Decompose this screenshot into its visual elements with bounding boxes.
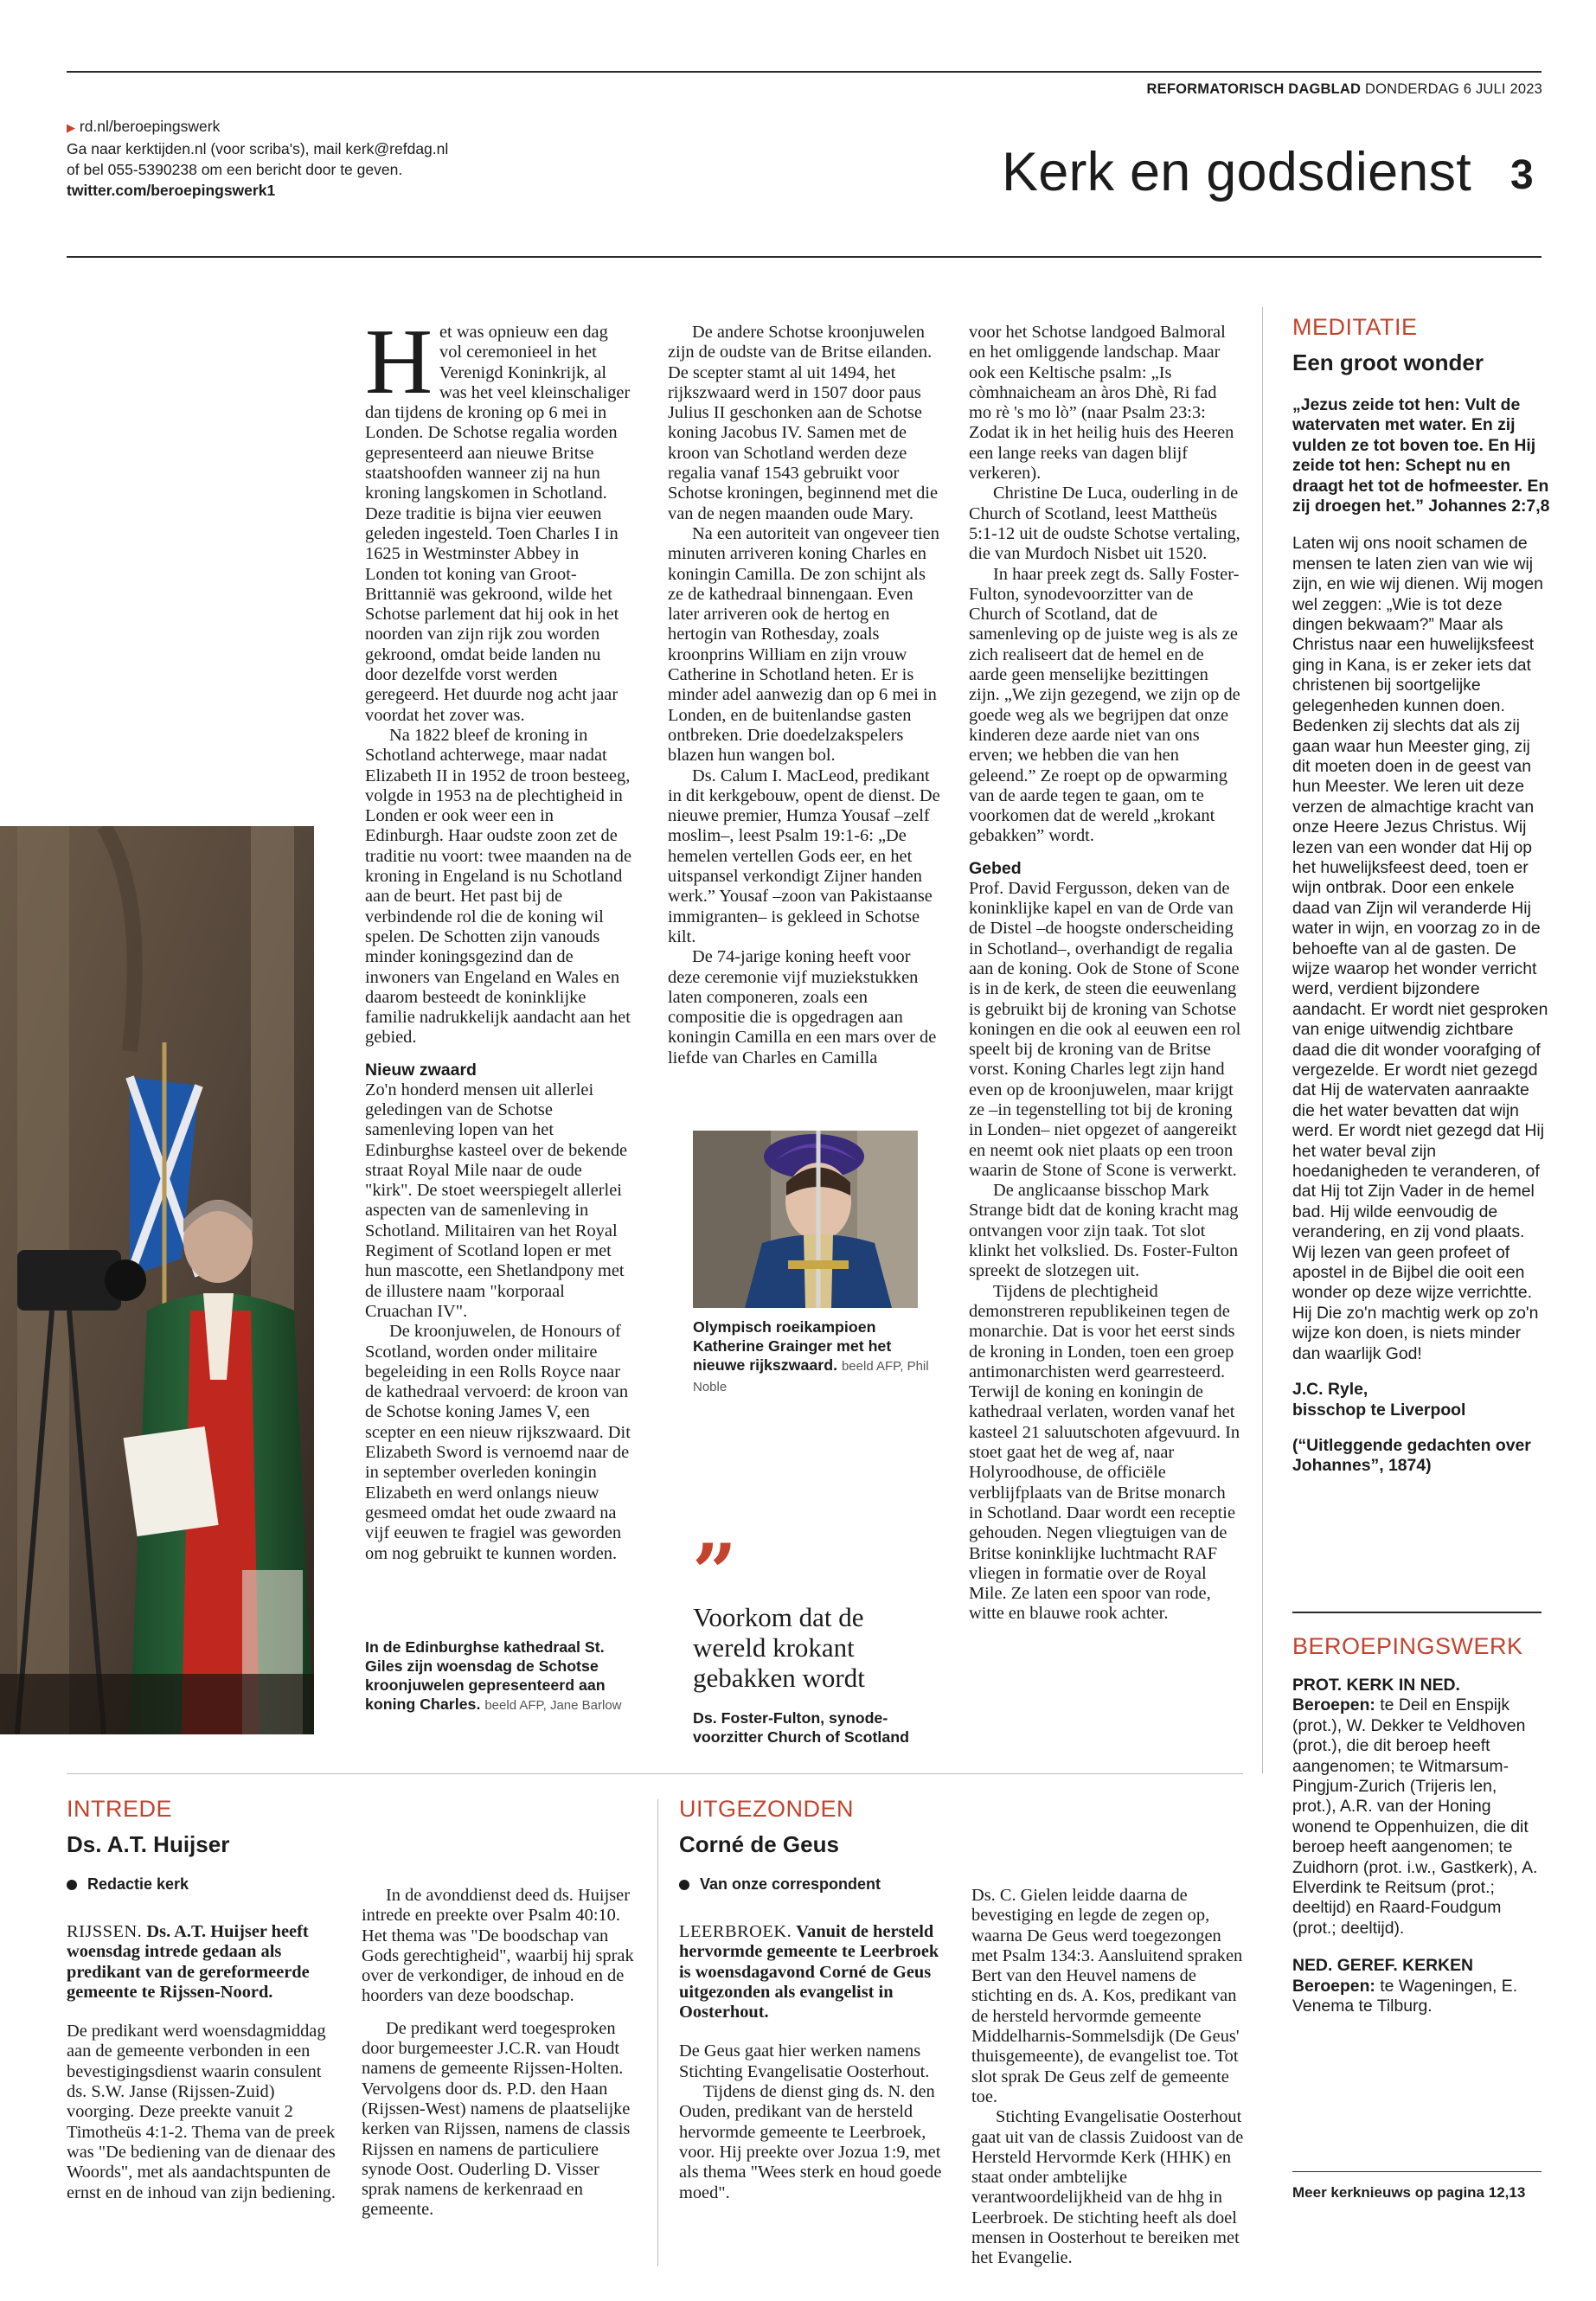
article-paragraph: Na een autoriteit van ongeveer tien minuten arriveren koning Charles en koningin Camilla. De zon schijnt als ze de kathedraal binnengaan. Even later arriveren ook de hertog en hertogin van Rothesday, zoals kroonprins William en zijn vrouw Catherine in Schotland heten. Er is minder adel aanwezig dan op 6 mei in Londen, en de buitenlandse gasten ontbreken. Drie doedelzakspelers blazen hun wangen bol. [668, 523, 939, 766]
photo-grainger [693, 1131, 918, 1308]
photo2-caption-text: Olympisch roeikampioen Katherine Grainger met het nieuwe rijkszwaard. [693, 1318, 892, 1374]
article-paragraph: De andere Schotse kroonjuwelen zijn de oudste van de Britse eilanden. De scepter stamt al uit 1494, het rijkszwaard werd in 1507 door paus Julius II geschonken aan de Schotse koning Jacobus IV. Samen met de kroon van Schotland werden deze regalia vanaf 1543 gebruikt voor Schotse kroningen, beginnend met die van de negen maanden oude Mary. [668, 323, 939, 523]
beroep-lead: Beroepen: [1292, 1695, 1375, 1715]
lower-rule [67, 1773, 1243, 1774]
photo1-caption [365, 1638, 640, 1715]
meditatie-source: (“Uitleggende gedachten over Johannes”, 1874) [1292, 1435, 1531, 1476]
uitgezonden-lead: Vanuit de hersteld hervormde gemeente te Leerbroek is woensdagavond Corné de Geus uitgezonden als evangelist in Oosterhout. [679, 1922, 939, 2022]
pull-quote-attribution: Ds. Foster-Fulton, synode-voorzitter Church of Scotland [693, 1709, 909, 1746]
quote-mark-icon: ” [692, 1527, 737, 1618]
paper-date: DONDERDAG 6 JULI 2023 [1364, 81, 1542, 97]
article-paragraph: In haar preek zegt ds. Sally Foster-Fulton, synodevoorzitter van de Church of Scotland, dat de samenleving op de juiste weg is als ze zich realiseert dat de hemel en de aarde geen menselijke bezittingen zijn. „We zijn gezegend, we zijn op de goede weg als we begrijpen dat onze kinderen deze aarde niet van ons erven; we hebben die van hen geleend.” Ze roept op de opwarming van de aarde tegen te gaan, om te voorkomen dat de wereld „krokant gebakken” wordt. [969, 564, 1240, 846]
beroep-text: te Deil en Enspijk (prot.), W. Dekker te Veldhoven (prot.), die dit beroep heeft aangenomen; te Witmarsum-Pingjum-Zurich (Trijeris len, prot.), A.R. van der Honing wonend te Oppenhuizen, die dit beroep heeft aangenomen; te Zuidhorn (prot. i.w., Gastkerk), A. Elverdink te Reitsum (prot.; deeltijd) en Raard-Foudgum (prot.; deeltijd). [1292, 1695, 1538, 1938]
intrede-label: INTREDE [67, 1796, 173, 1822]
article-paragraph: voor het Schotse landgoed Balmoral en het omliggende landschap. Maar ook een Keltische psalm: „Is còmhnaicheam an àros Dhè, Ri fad mo rè 's mo lò” (naar Psalm 23:3: Zodat ik in het heilig huis des Heeren een lange reeks van dagen blijf verkeren). [969, 323, 1234, 484]
uitgezonden-paragraph: Stichting Evangelisatie Oosterhout gaat uit van de classis Zuidoost van de Hersteld Hervormde Kerk (HHK) en staat onder ambtelijke verantwoordelijkheid van de hhg in Leerbroek. De stichting heeft als doel mensen in Oosterhout te bereiken met het Evangelie. [971, 2107, 1244, 2268]
lower-divider [657, 1799, 658, 2266]
meditatie-author-role: bisschop te Liverpool [1292, 1400, 1466, 1420]
meditatie-verse: „Jezus zeide tot hen: Vult de watervaten met water. En zij vulden ze tot boven toe. En Hij zeide tot hen: Schept nu en draagt het tot de hofmeester. En zij droegen het.” Johannes 2:7,8 [1292, 395, 1550, 516]
page-number: 3 [1510, 152, 1534, 198]
meditatie-author: J.C. Ryle, [1292, 1380, 1368, 1400]
uitgezonden-title: Corné de Geus [679, 1831, 839, 1857]
intrede-byline: Redactie kerk [67, 1875, 638, 1894]
intrede-col-1 [67, 1922, 339, 2203]
intrede-title: Ds. A.T. Huijser [67, 1831, 230, 1857]
article-col-2 [668, 323, 945, 1068]
uitgezonden-label: UITGEZONDEN [679, 1796, 855, 1822]
uitgezonden-byline: Van onze correspondent [679, 1875, 1250, 1894]
subheading-gebed: Gebed [969, 858, 1022, 878]
meditatie-label: MEDITATIE [1292, 314, 1418, 340]
intrede-col-2 [362, 1886, 634, 2221]
uitgezonden-paragraph: Ds. C. Gielen leidde daarna de bevestiging en legde de zegen op, waarna De Geus werd toegezongen met Psalm 134:3. Aansluitend spraken Bert van den Heuvel namens de stichting en ds. A. Kos, predikant van de hersteld hervormde gemeente Middelharnis-Sommelsdijk (De Geus' thuisgemeente), de evangelist toe. Tot slot sprak De Geus zelf de gemeente toe. [971, 1886, 1243, 2106]
article-paragraph: Ds. Calum I. MacLeod, predikant in dit kerkgebouw, opent de dienst. De nieuwe premier, Humza Yousaf –zelf moslim–, leest Psalm 19:1-6: „De hemelen vertellen Gods eer, en het uitspansel verkondigt Zijner handen werk.” Yousaf –zoon van Pakistaanse immigranten– is gekleed in Schotse kilt. [668, 766, 940, 946]
beroep-section-title: NED. GEREF. KERKEN [1292, 1956, 1474, 1976]
uitgezonden-block [679, 1796, 1250, 1894]
uitgezonden-col-2 [971, 1886, 1244, 2269]
article-paragraph: Christine De Luca, ouderling in de Church of Scotland, leest Mattheüs 5:1-12 uit de oudste Schotse vertaling, die van Murdoch Nisbet uit 1520. [969, 484, 1240, 564]
article-lead: et was opnieuw een dag vol ceremonieel in het Verenigd Koninkrijk, al was het veel kleinschaliger dan tijdens de kroning op 6 mei in Londen. De Schotse regalia worden gepresenteerd aan nieuwe Britse staatshoofden wanneer zij na hun kroning langskomen in Schotland. Deze traditie is bijna vier eeuwen geleden ingesteld. Toen Charles I in 1625 in Westminster Abbey in Londen tot koning van Groot-Brittannië was gekroond, wilde het Schotse parlement dat hij ook in het noorden van zijn rijk zou worden gekroond, omdat beide landen nu door dezelfde vorst werden geregeerd. Het duurde nog acht jaar voordat het zover was. [365, 323, 631, 725]
article-paragraph: Zo'n honderd mensen uit allerlei geledingen van de Schotse samenleving lopen van het Edinburghse kasteel over de bekende straat Royal Mile naar de oude "kirk". De stoet weerspiegelt allerlei aspecten van de samenleving in Schotland. Militairen van het Royal Regiment of Scotland lopen er met hun mascotte, een Shetlandpony met de illustere naam "korporaal Cruachan IV". [365, 1080, 628, 1321]
uitgezonden-dateline: LEERBROEK. [679, 1922, 792, 1941]
meditatie-text: Laten wij ons nooit schamen de mensen te laten zien van wie wij zijn, en wie wij dienen. Wij mogen wel zeggen: „Wie is tot deze dingen bekwaam?” Maar als Christus naar een huwelijksfeest ging in Kana, is er zeker iets dat christenen bij soortgelijke gelegenheden kunnen doen. Bedenken zij slechts dat als zij gaan waar hun Meester ging, zij dit moeten doen in de geest van hun Meester. We leren uit deze verzen de almachtige kracht van onze Heere Jezus Christus. Wij lezen van een wonder dat Hij op het huwelijksfeest deed, toen er wijn ontbrak. Door een enkele daad van Zijn wil veranderde Hij water in wijn, en voorzag zo in de behoefte van al de gasten. De wijze waarop het wonder verricht werd, verdient bijzondere aandacht. Er wordt niet gesproken van enige uitwendig zichtbare daad die dit wonder voorafging of vergezelde. Er wordt niet gezegd dat Hij de watervaten aanraakte die het water bevatten dat wijn werd. Er wordt niet gezegd dat Hij het water beval zijn hoedanigheden te veranderen, of dat Hij tot Zijn Vader in de hemel bad. Hij wilde eenvoudig de verandering, en zij vond plaats. Wij lezen van geen profeet of apostel in de Bijbel die ooit een wonder op deze wijze verrichtte. Hij Die zo'n machtig werk op zo'n wijze kon doen, is niets minder dan waarlijk God! [1292, 534, 1548, 1363]
uitgezonden-paragraph: Tijdens de dienst ging ds. N. den Ouden, predikant van de hersteld hervormde gemeente te Leerbroek, voor. Hij preekte over Jozua 1:9, met als thema "Wees sterk en houd goede moed". [679, 2082, 942, 2202]
intrede-paragraph: De predikant werd woensdagmiddag aan de gemeente verbonden in een bevestigingsdienst waarin consulent ds. S.W. Janse (Rijssen-Zuid) voorging. Deze preekte vanuit 2 Timotheüs 4:1-2. Thema van de preek was "De bediening van de dienaar des Woords", met als aandachtspunten de ernst en de inhoud van zijn bediening. [67, 2022, 336, 2202]
twitter-link[interactable]: twitter.com/beroepingswerk1 [67, 182, 276, 199]
article-col-1 [365, 311, 632, 1564]
more-news-link[interactable]: Meer kerknieuws op pagina 12,13 [1292, 2184, 1526, 2201]
beroep-lead: Beroepen: [1292, 1976, 1375, 1996]
pull-quote: Voorkom dat de wereld krokant gebakken wordt [693, 1602, 865, 1693]
footer-rule [1292, 2171, 1542, 2172]
header-rule [67, 256, 1542, 258]
article-paragraph: De 74-jarige koning heeft voor deze ceremonie vijf muziekstukken laten componeren, zoals een compositie die is opgedragen aan koningin Camilla en een mars over de liefde van Charles en Camilla [668, 947, 937, 1067]
article-paragraph: Na 1822 bleef de kroning in Schotland achterwege, maar nadat Elizabeth II in 1952 de troon besteeg, volgde in 1953 na de plechtigheid in Londen er ook weer een in Edinburgh. Haar oudste zoon zet de traditie nu voort: twee maanden na de kroning in Engeland is nu Schotland aan de beurt. Het past bij de verbindende rol die de koning wil spelen. De Schotten zijn vanouds minder koningsgezind dan de inwoners van Engeland en Wales en daarom besteedt de koninklijke familie nadrukkelijk aandacht aan het gebied. [365, 725, 632, 1048]
article-paragraph: De kroonjuwelen, de Honours of Scotland, worden onder militaire begeleiding in een Rolls Royce naar de kathedraal vervoerd: de kroon van de Schotse koning James V, een scepter en een nieuw rijkszwaard. Dit Elizabeth Sword is vernoemd naar de in september overleden koningin Elizabeth en werd onlangs nieuw gesmeed omdat het oude zwaard na vijf eeuwen te fragiel was geworden om nog gebruikt te kunnen worden. [365, 1322, 631, 1563]
intrede-paragraph: In de avonddienst deed ds. Huijser intrede en preekte over Psalm 40:10. Het thema was "De boodschap van Gods gerechtigheid", waarbij hij sprak over de verkondiger, de inhoud en de hoorders van deze boodschap. [362, 1886, 634, 2006]
contact-line-1: Ga naar kerktijden.nl (voor scriba's), mail kerk@refdag.nl [67, 140, 449, 157]
photo2-credit: beeld AFP, Phil Noble [693, 1359, 929, 1394]
contact-link[interactable]: rd.nl/beroepingswerk [79, 118, 221, 135]
masthead-line [1147, 81, 1542, 98]
beroepingswerk-label: BEROEPINGSWERK [1292, 1633, 1523, 1659]
meditatie-title: Een groot wonder [1292, 349, 1484, 375]
bullet-icon [679, 1880, 689, 1890]
article-paragraph: Tijdens de plechtigheid demonstreren republikeinen tegen de monarchie. Dat is voor het eerst sinds de kroning in Londen, toen een groep antimonarchisten werd gearresteerd. Terwijl de koning en koningin de kathedraal verlaten, worden vanaf het kasteel 21 saluutschoten afgevuurd. In stoet gaat het de weg af, naar Holyroodhouse, de officiële verblijfplaats van de Britse monarch in Schotland. Daar wordt een receptie gehouden. Negen vliegtuigen van de Britse koninklijke luchtmacht RAF vliegen in formatie over de Royal Mile. Ze laten een spoor van rode, witte en blauwe rook achter. [969, 1281, 1240, 1624]
bullet-icon [67, 1880, 77, 1890]
top-rule [67, 71, 1542, 73]
subheading-nieuw-zwaard: Nieuw zwaard [365, 1060, 477, 1080]
sidebar-divider [1262, 307, 1263, 1773]
contact-line-2: of bel 055-5390238 om een bericht door te geven. [67, 161, 403, 178]
photo1-caption-text: In de Edinburghse kathedraal St. Giles zijn woensdag de Schotse kroonjuwelen gepresenteerd aan koning Charles. [365, 1638, 606, 1713]
beroep-text: te Wageningen, E. Venema te Tilburg. [1292, 1976, 1518, 2016]
beroepingswerk-box [1292, 1633, 1543, 2017]
intrede-block [67, 1796, 638, 1894]
article-paragraph: Prof. David Fergusson, deken van de koninklijke kapel en van de Orde van de Distel –de hoogste onderscheiding in Schotland–, overhandigt de regalia aan de koning. Ook de Stone of Scone is in de kerk, de steen die eeuwenlang is gebruikt bij de kroning van Schotse koningen en die ook al eeuwen een rol speelt bij de kroning van de Britse vorst. Koning Charles legt zijn hand even op de kroonjuwelen, maar krijgt ze –in tegenstelling tot bij de kroning in Londen– niet opgezet of aangereikt en neemt ook niet plaats op een troon waarin de Stone of Scone is verwerkt. [969, 878, 1241, 1180]
section-title: Kerk en godsdienst [1002, 142, 1471, 202]
article-col-3 [969, 323, 1241, 1625]
arrow-icon: ▶ [67, 121, 75, 134]
paper-name: REFORMATORISCH DAGBLAD [1146, 81, 1362, 97]
photo1-credit: beeld AFP, Jane Barlow [484, 1698, 622, 1713]
photo-kathedraal [0, 826, 314, 1734]
intrede-dateline: RIJSSEN. [67, 1922, 143, 1941]
dropcap: H [365, 311, 433, 413]
beroep-section-title: PROT. KERK IN NED. [1292, 1676, 1460, 1695]
meditatie-rule [1292, 1612, 1542, 1613]
uitgezonden-paragraph: De Geus gaat hier werken namens Stichting Evangelisatie Oosterhout. [679, 2041, 930, 2081]
intrede-lead: Ds. A.T. Huijser heeft woensdag intrede gedaan als predikant van de gereformeerde gemeente te Rijssen-Noord. [67, 1922, 310, 2002]
contact-block [67, 116, 448, 201]
intrede-paragraph: De predikant werd toegesproken door burgemeester J.C.R. van Houdt namens de gemeente Rijssen-Holten. Vervolgens door ds. P.D. den Haan (Rijssen-West) namens de plaatselijke kerken van Rijssen, namens de classis Rijssen en namens de particuliere synode Oost. Ouderling D. Visser sprak namens de kerkenraad en gemeente. [362, 2018, 631, 2220]
uitgezonden-col-1 [679, 1922, 952, 2203]
article-paragraph: De anglicaanse bisschop Mark Strange bidt dat de koning kracht mag ontvangen voor zijn taak. Tot slot klinkt het volkslied. Ds. Foster-Fulton spreekt de slotzegen uit. [969, 1181, 1239, 1281]
photo2-caption [693, 1317, 935, 1397]
meditatie-box [1292, 314, 1552, 1477]
